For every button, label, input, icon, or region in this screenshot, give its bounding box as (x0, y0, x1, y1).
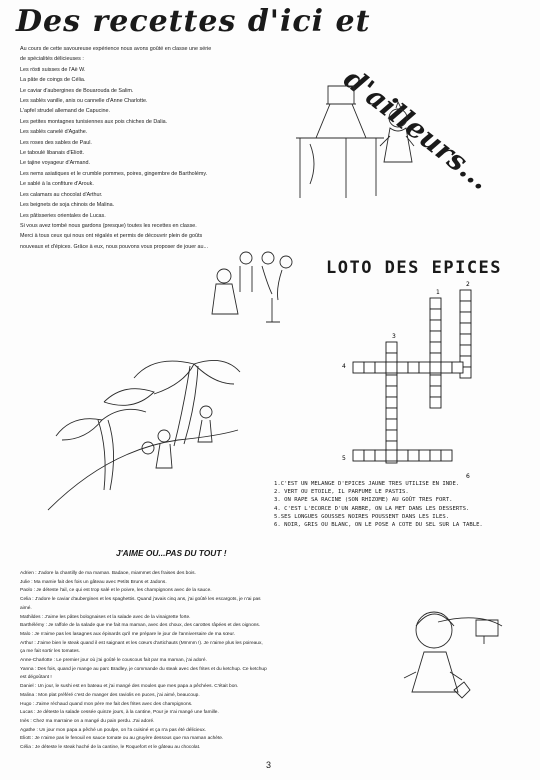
crossword-cell (408, 450, 419, 461)
crossword-cell (430, 450, 441, 461)
crossword-cell (364, 450, 375, 461)
crossword-cell (430, 309, 441, 320)
crossword-cell (460, 301, 471, 312)
crossword-cell (430, 386, 441, 397)
island-drawing (44, 350, 244, 520)
intro-line: Les roses des sables de Paul. (20, 139, 92, 146)
crossword-cell (452, 362, 463, 373)
quote-line: Mathildes : J'aime les pâtes bolognaises et la salade avec de la vinaigrette forte. (20, 614, 191, 620)
intro-line: Les sablés canelé d'Agathe. (20, 129, 88, 136)
crossword-cell (386, 362, 397, 373)
intro-line: Les beignets de soja chinois de Malina. (20, 202, 115, 209)
crossword-cell (441, 362, 452, 373)
crossword-cell (430, 298, 441, 309)
crossword-cell (386, 386, 397, 397)
intro-line: L'apfel strudel allemand de Capucine. (20, 108, 111, 115)
quote-line: Agathe : Un jour mon papa a pêché un poulpe, on l'a cuisiné et ça n'a pas été délicieux. (20, 727, 207, 733)
page-number: 3 (266, 760, 272, 770)
crossword-cell (441, 450, 452, 461)
crossword-cell (386, 397, 397, 408)
crossword-cell (386, 408, 397, 419)
crossword-cell (460, 312, 471, 323)
intro-line: Si vous avez tombé nous gardons (presque) toutes les recettes en classe. (20, 222, 197, 229)
crossword-grid (334, 278, 520, 478)
crossword-cell (430, 320, 441, 331)
loto-title: LOTO DES EPICES (326, 258, 503, 278)
crossword-cell (397, 362, 408, 373)
crossword-cell (430, 362, 441, 373)
jaime-quotes (20, 570, 342, 753)
clue-number-5: 5 (342, 455, 346, 462)
intro-line: nouveaux et d'épices. Grâce à eux, nous pouvons vous proposer de jouer au... (20, 243, 209, 250)
clue-number-3: 3 (392, 333, 396, 340)
crossword-cell (430, 331, 441, 342)
crossword-cell (397, 450, 408, 461)
intro-line: Le taboulé libanais d'Eliott. (20, 150, 84, 157)
intro-line: Le caviar d'aubergines de Bouarouda de Salim. (20, 87, 134, 94)
crossword-cell (430, 375, 441, 386)
intro-line: Les nems asiatiques et le crumble pommes, poires, gingembre de Bartholémy. (20, 170, 208, 177)
people-drawing (206, 250, 302, 330)
loto-clues (274, 480, 524, 529)
crossword-cell (430, 397, 441, 408)
intro-line: Le tajine voyageur d'Armand. (20, 160, 90, 167)
clue: 4. C'EST L'ECORCE D'UN ARBRE, ON LA MET DANS LES DESSERTS. (274, 505, 470, 512)
intro-line: Les pâtisseries orientales de Lucas. (20, 212, 106, 219)
quote-line: Barthélémy : Je raffole de la salade que me fait ma maman, avec des choux, des carottes râpées et des oignons. (20, 623, 261, 629)
intro-line: Les rösti suisses de l'Aë W. (20, 66, 86, 73)
quote-line: Julie : Ma mamie fait des fois un gâteau avec Petits Bruns et Jadons. (20, 579, 167, 585)
intro-line: Les petites montagnes tunisiennes aux pois chiches de Dalia. (20, 118, 168, 125)
quote-line: Celia : J'adore le caviar d'aubergines et les spaghettis. Quand j'avais cinq ans, j'ai goûté les escargots, je n'ai pas (20, 597, 261, 603)
quote-line: Arthur : J'aime bien le steak quand il est saignant et les cœurs d'artichauts (Mmmm !). Je n'aime plus les poireaux, (20, 640, 263, 646)
quote-line: Daniel : Un jour, le sushi est en bateau et j'ai mangé des moules que mes papa a pêchées. C'était bon. (20, 684, 239, 690)
crossword-cell (386, 342, 397, 353)
crossword-cell (353, 362, 364, 373)
cook-drawing (290, 82, 420, 202)
intro-line: Le sablé à la confiture d'Arouk. (20, 181, 94, 188)
quote-line: Malina : Mon plat préféré c'est de manger des raviolis en puces, j'ai aimé, beaucoup. (20, 692, 200, 698)
quote-line: Adrien : J'adore la chantilly de ma maman. Badaoe, miammet des fraises des bois. (20, 571, 196, 576)
crossword-cell (408, 362, 419, 373)
girl-drawing (398, 606, 508, 702)
clue: 2. VERT OU ETOILE, IL PARFUME LE PASTIS. (274, 489, 409, 496)
crossword-cell (386, 375, 397, 386)
crossword-cell (430, 342, 441, 353)
clue: 6. NOIR, GRIS OU BLANC, ON LE POSE A COTE DU SEL SUR LA TABLE. (274, 522, 483, 529)
crossword-cell (386, 419, 397, 430)
intro-text (20, 44, 288, 252)
intro-line: Au cours de cette savoureuse expérience nous avons goûté en classe une série (20, 46, 212, 52)
quote-line: Anne-Charlotte : Le premier jour où j'ai goûté le couscous fait par ma maman, j'ai adoré. (20, 658, 207, 664)
quote-line: Malo : Je n'aime pas les lasagnes aux épinards qu'il me prépare le jour de l'anniversaire de ma sœur. (20, 631, 235, 637)
quote-line: Eliott : Je n'aime pas le fenouil en sauce tomate ou au gruyère dessous que ma maman achète. (20, 736, 224, 742)
intro-line: Les calamars au chocolat d'Arthur. (20, 191, 103, 198)
clue-number-4: 4 (342, 363, 346, 370)
quote-line: ça me fait sortir les tomates. (20, 649, 80, 655)
crossword-cell (460, 345, 471, 356)
clue-number-2: 2 (466, 281, 470, 288)
clue-number-1: 1 (436, 289, 440, 296)
crossword-cell (353, 450, 364, 461)
clue: 1.C'EST UN MELANGE D'EPICES JAUNE TRES UTILISE EN INDE. (274, 481, 460, 487)
quote-line: Yanna : Des fois, quand je mange au parc Bradley, je commande du steak avec des frites et du ketchup. Ce ketchup (20, 666, 267, 672)
quote-line: Célia : Je déteste le steak haché de la cantine, le Roquefort et le gâteau au chocolat. (20, 745, 201, 751)
page-title-rotated: d'ailleurs... (337, 62, 497, 197)
clue: 5.SES LONGUES GOUSSES NOIRES POUSSENT DANS LES ILES. (274, 513, 450, 520)
crossword-cell (419, 450, 430, 461)
crossword-cell (460, 323, 471, 334)
crossword-cell (364, 362, 375, 373)
quote-line: Lucas : Je déteste la salade cessée quinze jours, à la cantine, Pour je n'ai mangé une famille. (20, 710, 219, 716)
crossword-cell (386, 430, 397, 441)
crossword-cell (375, 362, 386, 373)
quote-line: Inès : Chez ma marraine on a mangé du pain perdu. J'ai adoré. (20, 718, 155, 724)
jaime-title: J'AIME OU...PAS DU TOUT ! (116, 548, 227, 558)
crossword-cell (386, 450, 397, 461)
intro-line: La pâte de coings de Célia. (20, 77, 86, 84)
clue-number-6: 6 (466, 473, 470, 478)
intro-line: de spécialités délicieuses : (20, 56, 84, 63)
intro-line: Les sablés vanille, anis ou cannelle d'Anne Charlotte. (20, 98, 148, 105)
quote-line: Hugo : J'aime réchaud quand mon père me fait des frites avec des champignons. (20, 701, 193, 707)
quote-line: est dégoûtant ! (20, 675, 52, 681)
crossword-cells (353, 290, 471, 463)
crossword-cell (419, 362, 430, 373)
clue: 3. ON RAPE SA RACINE (SON RHIZOME) AU GOÛT TRES FORT. (274, 497, 453, 504)
crossword-cell (460, 290, 471, 301)
intro-line: Merci à tous ceux qui nous ont régalés et permis de découvrir plein de goûts (20, 233, 203, 240)
crossword-cell (460, 334, 471, 345)
quote-line: Paolo : Je déteste l'ail, ce qui est trop salé et le poivre, les champignons avec de la sauce. (20, 588, 212, 594)
crossword-cell (375, 450, 386, 461)
page-title: Des recettes d'ici et (16, 4, 371, 39)
quote-line: aimé. (20, 605, 32, 611)
